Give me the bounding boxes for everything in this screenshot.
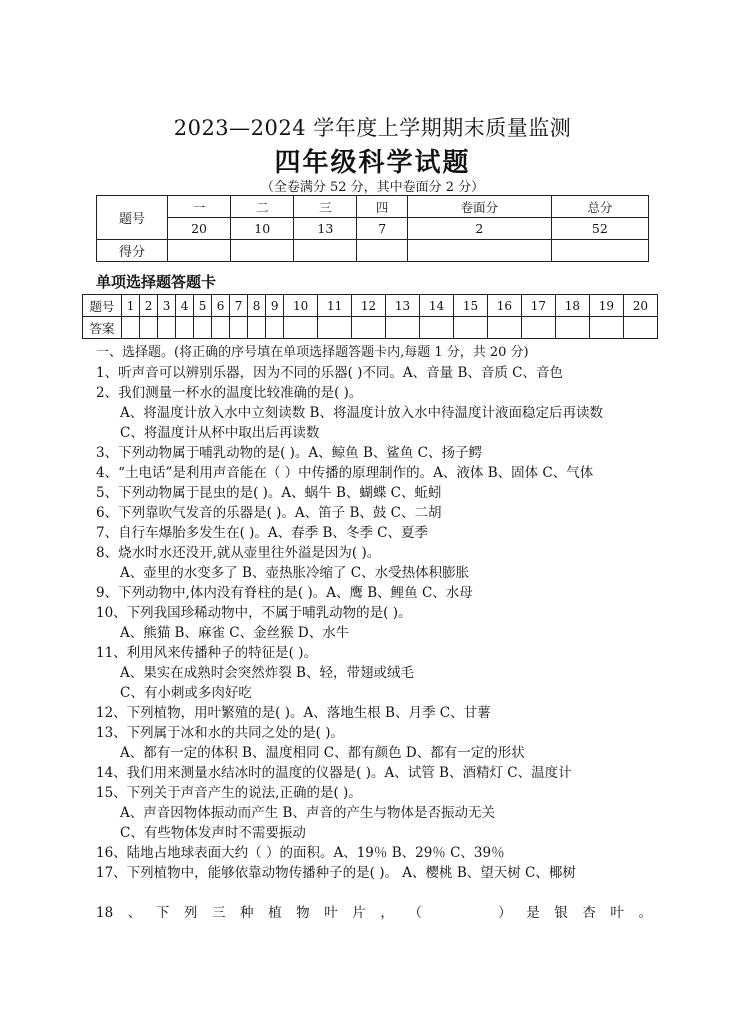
answer-card-number: 18 <box>555 295 589 317</box>
question-6: 6、下列靠吹气发音的乐器是( )。A、笛子 B、鼓 C、二胡 <box>96 505 442 521</box>
answer-entry-cell[interactable] <box>122 317 140 339</box>
score-table-col: 二 <box>231 196 294 218</box>
question-10: 10、下列我国珍稀动物中，不属于哺乳动物的是( )。 <box>96 605 412 621</box>
answer-card-number: 9 <box>266 295 284 317</box>
question-3: 3、下列动物属于哺乳动物的是( )。A、鲸鱼 B、鲨鱼 C、扬子鳄 <box>96 445 482 461</box>
answer-card-number: 15 <box>453 295 487 317</box>
question-18-char: 下 <box>155 905 170 921</box>
question-14: 14、我们用来测量水结冰时的温度的仪器是( )。A、试管 B、酒精灯 C、温度计 <box>96 765 572 781</box>
answer-card-title: 单项选择题答题卡 <box>96 273 217 291</box>
answer-entry-cell[interactable] <box>352 317 386 339</box>
question-4: 4、“土电话”是利用声音能在（ ）中传播的原理制作的。A、液体 B、固体 C、气体 <box>96 465 594 481</box>
answer-card-number: 17 <box>521 295 555 317</box>
exam-period-title: 2023—2024 学年度上学期期末质量监测 <box>173 116 572 140</box>
answer-entry-cell[interactable] <box>266 317 284 339</box>
question-18 <box>96 903 652 923</box>
answer-entry-cell[interactable] <box>487 317 521 339</box>
score-table-points: 13 <box>294 218 357 240</box>
question-18-char: 18 <box>96 905 114 921</box>
score-table-points: 10 <box>231 218 294 240</box>
question-10-options: A、熊猫 B、麻雀 C、金丝猴 D、水牛 <box>120 625 350 641</box>
exam-score-note: （全卷满分 52 分，其中卷面分 2 分） <box>260 180 485 195</box>
score-table-row-label-score: 得分 <box>97 240 168 262</box>
question-18-char: 三 <box>211 905 226 921</box>
answer-entry-cell[interactable] <box>284 317 318 339</box>
score-table-col: 四 <box>357 196 407 218</box>
score-table-col: 卷面分 <box>407 196 551 218</box>
score-entry-cell[interactable] <box>168 240 231 262</box>
question-11: 11、利用风来传播种子的特征是( )。 <box>96 645 318 661</box>
answer-entry-cell[interactable] <box>176 317 194 339</box>
question-18-char <box>457 903 463 923</box>
answer-card-number: 7 <box>230 295 248 317</box>
question-12: 12、下列植物，用叶繁殖的是( )。A、落地生根 B、月季 C、甘薯 <box>96 705 491 721</box>
score-table-points: 2 <box>407 218 551 240</box>
answer-entry-cell[interactable] <box>453 317 487 339</box>
score-entry-cell[interactable] <box>294 240 357 262</box>
question-18-char: 、 <box>127 905 142 921</box>
answer-card-number: 19 <box>589 295 623 317</box>
answer-card-number: 5 <box>194 295 212 317</box>
question-2: 2、我们测量一杯水的温度比较准确的是( )。 <box>96 385 363 401</box>
question-18-char <box>436 903 442 923</box>
answer-card-number: 3 <box>158 295 176 317</box>
score-table-points: 52 <box>551 218 648 240</box>
answer-card-table <box>82 294 658 339</box>
answer-entry-cell[interactable] <box>158 317 176 339</box>
answer-entry-cell[interactable] <box>318 317 352 339</box>
question-16: 16、陆地占地球表面大约（ ）的面积。A、19％ B、29％ C、39％ <box>96 845 505 861</box>
answer-card-answer-row <box>83 317 658 339</box>
answer-card-number: 16 <box>487 295 521 317</box>
score-table-header-row <box>97 196 649 218</box>
score-table-score-row <box>97 240 649 262</box>
question-15-options-ab: A、声音因物体振动而产生 B、声音的产生与物体是否振动无关 <box>120 805 495 821</box>
answer-entry-cell[interactable] <box>248 317 266 339</box>
answer-entry-cell[interactable] <box>230 317 248 339</box>
question-18-char: 种 <box>240 905 254 921</box>
question-18-char <box>478 903 484 923</box>
score-entry-cell[interactable] <box>357 240 407 262</box>
score-table-col: 一 <box>168 196 231 218</box>
question-18-char: 银 <box>554 905 568 921</box>
score-entry-cell[interactable] <box>407 240 551 262</box>
answer-card-row-label-answer: 答案 <box>83 317 122 339</box>
question-18-char: 叶 <box>324 905 338 921</box>
question-18-char: 是 <box>526 905 540 921</box>
answer-card-number: 2 <box>140 295 158 317</box>
answer-entry-cell[interactable] <box>521 317 555 339</box>
answer-card-row-label-number: 题号 <box>83 295 122 317</box>
score-entry-cell[interactable] <box>231 240 294 262</box>
question-9: 9、下列动物中,体内没有脊柱的是( )。A、鹰 B、鲤鱼 C、水母 <box>96 585 473 601</box>
question-17: 17、下列植物中，能够依靠动物传播种子的是( )。 A、樱桃 B、望天树 C、椰树 <box>96 865 576 881</box>
question-7: 7、自行车爆胎多发生在( )。A、春季 B、冬季 C、夏季 <box>96 525 428 541</box>
question-15-option-c: C、有些物体发声时不需要振动 <box>120 825 306 841</box>
question-11-options-ab: A、果实在成熟时会突然炸裂 B、轻，带翅或绒毛 <box>120 665 414 681</box>
question-1: 1、听声音可以辨别乐器，因为不同的乐器( )不同。A、音量 B、音质 C、音色 <box>96 365 563 381</box>
answer-card-number: 6 <box>212 295 230 317</box>
answer-card-number: 13 <box>386 295 420 317</box>
answer-entry-cell[interactable] <box>555 317 589 339</box>
answer-card-number: 10 <box>284 295 318 317</box>
score-table <box>96 195 649 262</box>
score-table-points: 7 <box>357 218 407 240</box>
question-8-options: A、壶里的水变多了 B、壶热胀冷缩了 C、水受热体积膨胀 <box>120 565 470 581</box>
question-18-char: 植 <box>268 905 282 921</box>
exam-subject-title: 四年级科学试题 <box>274 148 471 178</box>
question-18-char: 。 <box>638 905 652 921</box>
question-18-char: ， <box>380 905 394 921</box>
answer-card-number-row <box>83 295 658 317</box>
section-instructions: 一、选择题。(将正确的序号填在单项选择题答题卡内,每题 1 分，共 20 分) <box>96 345 529 360</box>
answer-entry-cell[interactable] <box>140 317 158 339</box>
question-18-char: 叶 <box>610 905 624 921</box>
answer-card-number: 11 <box>318 295 352 317</box>
answer-entry-cell[interactable] <box>386 317 420 339</box>
answer-entry-cell[interactable] <box>623 317 657 339</box>
score-table-col: 三 <box>294 196 357 218</box>
answer-card-number: 14 <box>420 295 454 317</box>
answer-entry-cell[interactable] <box>212 317 230 339</box>
question-18-char: 片 <box>352 905 366 921</box>
answer-card-number: 20 <box>623 295 657 317</box>
question-2-option-c: C、将温度计从杯中取出后再读数 <box>120 425 320 441</box>
question-18-char: 杏 <box>582 905 596 921</box>
answer-card-number: 8 <box>248 295 266 317</box>
question-5: 5、下列动物属于昆虫的是( )。A、蜗牛 B、蝴蝶 C、蚯蚓 <box>96 485 442 501</box>
question-13-options: A、都有一定的体积 B、温度相同 C、都有颜色 D、都有一定的形状 <box>120 745 525 761</box>
answer-card-number: 4 <box>176 295 194 317</box>
question-11-option-c: C、有小刺或多肉好吃 <box>120 685 252 701</box>
answer-entry-cell[interactable] <box>589 317 623 339</box>
question-18-char: 列 <box>183 905 198 921</box>
question-13: 13、下列属于冰和水的共同之处的是( )。 <box>96 725 345 741</box>
answer-entry-cell[interactable] <box>194 317 212 339</box>
question-8: 8、烧水时水还没开,就从壶里往外溢是因为( )。 <box>96 545 381 561</box>
question-2-options-ab: A、将温度计放入水中立刻读数 B、将温度计放入水中待温度计液面稳定后再读数 <box>120 405 603 421</box>
question-15: 15、下列关于声音产生的说法,正确的是( )。 <box>96 785 362 801</box>
question-18-char: 物 <box>296 905 310 921</box>
question-18-char: （ <box>408 905 422 921</box>
score-table-points-row <box>97 218 649 240</box>
score-table-col: 总分 <box>551 196 648 218</box>
score-table-points: 20 <box>168 218 231 240</box>
question-18-char: ） <box>498 905 512 921</box>
answer-card-number: 1 <box>122 295 140 317</box>
answer-card-number: 12 <box>352 295 386 317</box>
score-table-row-label-number: 题号 <box>97 196 168 240</box>
score-entry-cell[interactable] <box>551 240 648 262</box>
answer-entry-cell[interactable] <box>420 317 454 339</box>
